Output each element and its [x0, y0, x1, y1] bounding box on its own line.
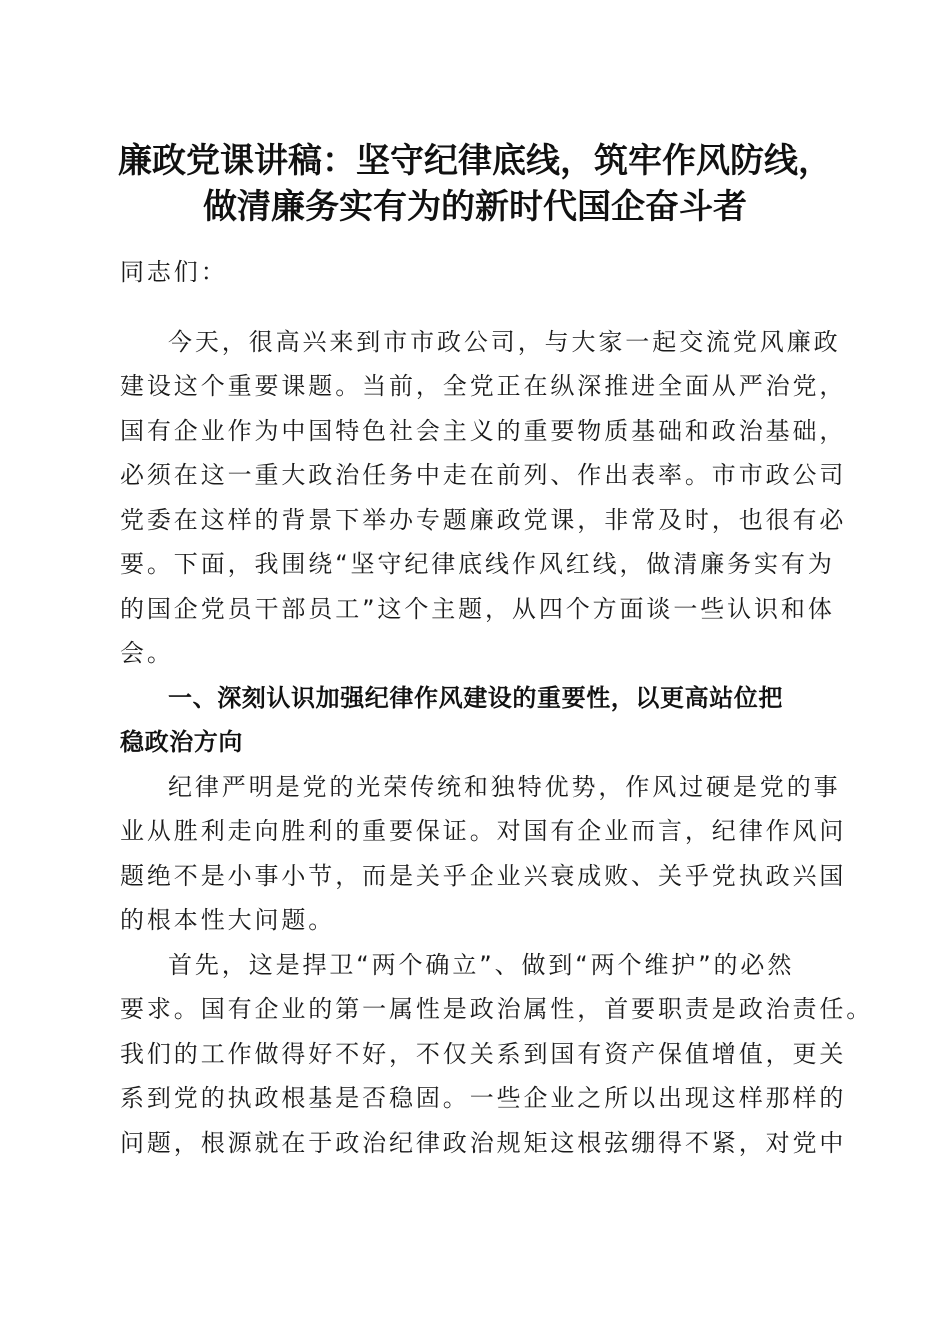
paragraph-1-line-6: 要。下面，我围绕“坚守纪律底线作风红线，做清廉务实有为 [120, 550, 835, 578]
document-title-line-1: 廉政党课讲稿：坚守纪律底线，筑牢作风防线， [118, 141, 832, 181]
paragraph-4-line-4: 系到党的执政根基是否稳固。一些企业之所以出现这样那样的 [120, 1084, 847, 1112]
section-heading-line-1: 一、深刻认识加强纪律作风建设的重要性，以更高站位把 [168, 684, 783, 712]
paragraph-4-line-5: 问题，根源就在于政治纪律政治规矩这根弦绷得不紧，对党中 [120, 1129, 847, 1157]
paragraph-1-line-8: 会。 [120, 639, 174, 667]
paragraph-4-line-2: 要求。国有企业的第一属性是政治属性，首要职责是政治责任。 [120, 995, 874, 1023]
paragraph-1-line-5: 党委在这样的背景下举办专题廉政党课，非常及时，也很有必 [120, 506, 847, 534]
paragraph-3-line-4: 的根本性大问题。 [120, 906, 336, 934]
paragraph-1-line-7: 的国企党员干部员工”这个主题，从四个方面谈一些认识和体 [120, 595, 835, 623]
paragraph-1-line-1: 今天，很高兴来到市市政公司，与大家一起交流党风廉政 [168, 328, 841, 356]
paragraph-3-line-1: 纪律严明是党的光荣传统和独特优势，作风过硬是党的事 [168, 773, 841, 801]
section-heading-line-2: 稳政治方向 [120, 728, 243, 756]
paragraph-4-line-3: 我们的工作做得好不好，不仅关系到国有资产保值增值，更关 [120, 1040, 847, 1068]
paragraph-3-line-2: 业从胜利走向胜利的重要保证。对国有企业而言，纪律作风问 [120, 817, 847, 845]
document-title-line-2: 做清廉务实有为的新时代国企奋斗者 [203, 187, 747, 227]
paragraph-3-line-3: 题绝不是小事小节，而是关乎企业兴衰成败、关乎党执政兴国 [120, 862, 847, 890]
paragraph-1-line-2: 建设这个重要课题。当前，全党正在纵深推进全面从严治党， [120, 372, 847, 400]
paragraph-4-line-1: 首先，这是捍卫“两个确立”、做到“两个维护”的必然 [168, 951, 795, 979]
paragraph-1-line-4: 必须在这一重大政治任务中走在前列、作出表率。市市政公司 [120, 461, 847, 489]
paragraph-1-line-3: 国有企业作为中国特色社会主义的重要物质基础和政治基础， [120, 417, 847, 445]
salutation: 同志们： [120, 258, 228, 286]
